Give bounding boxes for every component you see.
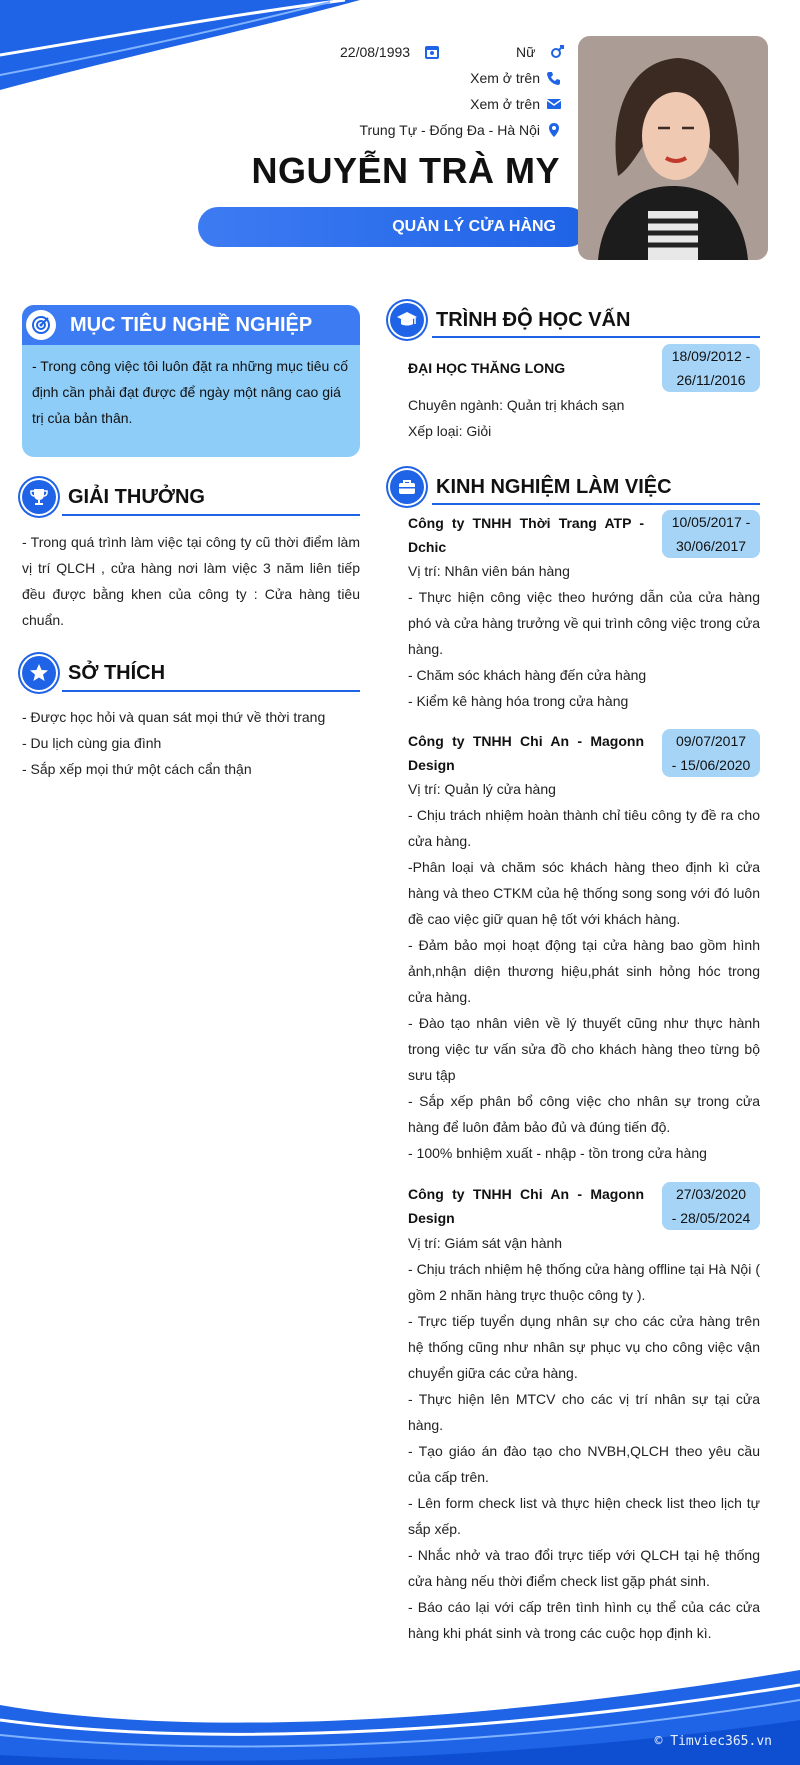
hobbies-title: SỞ THÍCH — [68, 661, 166, 684]
job-details — [408, 1230, 760, 1646]
hobby-item: - Sắp xếp mọi thứ một cách cẩn thận — [22, 761, 252, 777]
job-date-end: - 28/05/2024 — [671, 1210, 751, 1226]
job-line: - Đảm bảo mọi hoạt động tại cửa hàng bao gồm hình ảnh,nhận diện thương hiệu,phát sinh hỏng hóc trong cửa hàng. — [408, 937, 760, 1005]
job-date-start: 27/03/2020 — [675, 1186, 747, 1202]
target-icon — [26, 310, 56, 340]
profile-photo — [578, 36, 768, 260]
hobby-item: - Được học hỏi và quan sát mọi thứ về thời trang — [22, 709, 326, 725]
education-date-start: 18/09/2012 - — [671, 348, 751, 364]
job-line: - Nhắc nhở và trao đổi trực tiếp với QLCH tại hệ thống cửa hàng nếu thời điểm check list gặp phát sinh. — [408, 1547, 760, 1589]
gender-text: Nữ — [516, 44, 536, 60]
experience-title: KINH NGHIỆM LÀM VIỆC — [436, 475, 672, 498]
awards-header — [22, 480, 205, 514]
education-date-end: 26/11/2016 — [676, 372, 746, 388]
job-company-line2: Design — [408, 1210, 455, 1226]
job-company — [408, 729, 644, 777]
job-date-end: - 15/06/2020 — [671, 757, 751, 773]
job-line: - Chịu trách nhiệm hệ thống cửa hàng offline tại Hà Nội ( gồm 2 nhãn hàng trực thuộc công ty ). — [408, 1261, 760, 1303]
email-row — [470, 96, 562, 112]
job-line: - 100% bnhiệm xuất - nhập - tồn trong cửa hàng — [408, 1145, 707, 1161]
job-line: - Đào tạo nhân viên về lý thuyết cũng như thực hành trong việc tư vấn sửa đồ cho khách hàng theo từng bộ sưu tập — [408, 1015, 760, 1083]
education-major: Chuyên ngành: Quản trị khách sạn — [408, 397, 625, 413]
job-company-line2: Design — [408, 757, 455, 773]
job-details — [408, 558, 760, 714]
footer-wave-decoration — [0, 1660, 800, 1765]
briefcase-icon — [390, 470, 424, 504]
job-line: Vị trí: Quản lý cửa hàng — [408, 781, 556, 797]
birthdate-text: 22/08/1993 — [340, 44, 411, 60]
job-company — [408, 1182, 644, 1230]
job-date-badge — [662, 729, 760, 777]
job-line: - Thực hiện lên MTCV cho các vị trí nhân sự tại cửa hàng. — [408, 1391, 760, 1433]
career-goal-section — [22, 305, 360, 457]
job-line: -Phân loại và chăm sóc khách hàng theo định kì cửa hàng và theo CTKM của hệ thống song song với đó luôn đề cao việc giữ quan hệ tốt với khách hàng. — [408, 859, 760, 927]
education-details — [408, 392, 760, 444]
education-date-badge — [662, 344, 760, 392]
education-grade: Xếp loại: Giỏi — [408, 423, 492, 439]
experience-header — [390, 470, 672, 504]
job-company — [408, 511, 644, 559]
job-company-line1: Công ty TNHH Thời Trang ATP - — [408, 515, 644, 531]
job-date-badge — [662, 510, 760, 558]
email-icon — [546, 96, 562, 112]
job-line: - Báo cáo lại với cấp trên tình hình cụ thể của các cửa hàng khi phát sinh và trong các cuộc họp định kì. — [408, 1599, 760, 1641]
job-line: - Tạo giáo án đào tạo cho NVBH,QLCH theo yêu cầu của cấp trên. — [408, 1443, 760, 1485]
career-goal-text: - Trong công việc tôi luôn đặt ra những mục tiêu cố định cần phải đạt được để ngày một nâng cao giá trị của bản thân. — [32, 358, 348, 426]
job-company-line1: Công ty TNHH Chi An - Magonn — [408, 1186, 644, 1202]
school-name: ĐẠI HỌC THĂNG LONG — [408, 360, 566, 376]
calendar-icon — [424, 44, 440, 60]
location-icon — [546, 122, 562, 138]
candidate-name: NGUYỄN TRÀ MY — [251, 150, 560, 191]
job-date-start: 10/05/2017 - — [671, 514, 751, 530]
job-details — [408, 776, 760, 1166]
education-title: TRÌNH ĐỘ HỌC VẤN — [436, 308, 631, 331]
position-text: QUẢN LÝ CỬA HÀNG — [392, 218, 556, 235]
job-date-start: 09/07/2017 — [675, 733, 747, 749]
awards-text: - Trong quá trình làm việc tại công ty cũ thời điểm làm vị trí QLCH , cửa hàng nơi làm việc 3 năm liên tiếp đều được bằng khen của công ty : Cửa hàng tiêu chuẩn. — [22, 534, 360, 628]
phone-row — [470, 70, 562, 86]
job-line: Vị trí: Giám sát vận hành — [408, 1235, 563, 1251]
job-line: - Trực tiếp tuyển dụng nhân sự cho các cửa hàng trên hệ thống cũng như nhân sự phục vụ cho công việc vận chuyển giữa các cửa hàng. — [408, 1313, 760, 1381]
education-divider — [432, 336, 760, 338]
job-line: - Thực hiện công việc theo hướng dẫn của cửa hàng phó và cửa hàng trưởng về qui trình công việc trong cửa hàng. — [408, 589, 760, 657]
job-line: - Chăm sóc khách hàng đến cửa hàng — [408, 667, 647, 683]
star-icon — [22, 656, 56, 690]
hobbies-header — [22, 656, 165, 690]
awards-title: GIẢI THƯỞNG — [68, 485, 205, 508]
hobby-item: - Du lịch cùng gia đình — [22, 735, 162, 751]
address-text: Trung Tự - Đống Đa - Hà Nội — [359, 122, 540, 138]
job-date-end: 30/06/2017 — [675, 538, 747, 554]
phone-icon — [546, 70, 562, 86]
footer-watermark: © Timviec365.vn — [654, 1734, 772, 1749]
career-goal-title: MỤC TIÊU NGHỀ NGHIỆP — [70, 313, 313, 336]
phone-text: Xem ở trên — [470, 70, 540, 86]
gender-icon — [549, 44, 565, 60]
graduation-cap-icon — [390, 303, 424, 337]
hobbies-divider — [62, 690, 360, 692]
address-row — [359, 122, 562, 138]
experience-divider — [432, 503, 760, 505]
position-banner — [198, 207, 588, 247]
job-line: - Chịu trách nhiệm hoàn thành chỉ tiêu công ty đề ra cho cửa hàng. — [408, 807, 760, 849]
hobbies-list — [22, 704, 360, 782]
job-line: Vị trí: Nhân viên bán hàng — [408, 563, 570, 579]
job-date-badge — [662, 1182, 760, 1230]
career-goal-header — [22, 305, 360, 345]
job-company-line1: Công ty TNHH Chi An - Magonn — [408, 733, 644, 749]
birthdate-row — [340, 44, 440, 60]
job-line: - Sắp xếp phân bổ công việc cho nhân sự trong cửa hàng để luôn đảm bảo đủ và đúng tiến độ. — [408, 1093, 760, 1135]
awards-divider — [62, 514, 360, 516]
job-line: - Kiểm kê hàng hóa trong cửa hàng — [408, 693, 629, 709]
trophy-icon — [22, 480, 56, 514]
gender-row — [516, 44, 565, 60]
job-line: - Lên form check list và thực hiện check list theo lịch tự sắp xếp. — [408, 1495, 760, 1537]
job-company-line2: Dchic — [408, 539, 447, 555]
education-header — [390, 303, 630, 337]
email-text: Xem ở trên — [470, 96, 540, 112]
